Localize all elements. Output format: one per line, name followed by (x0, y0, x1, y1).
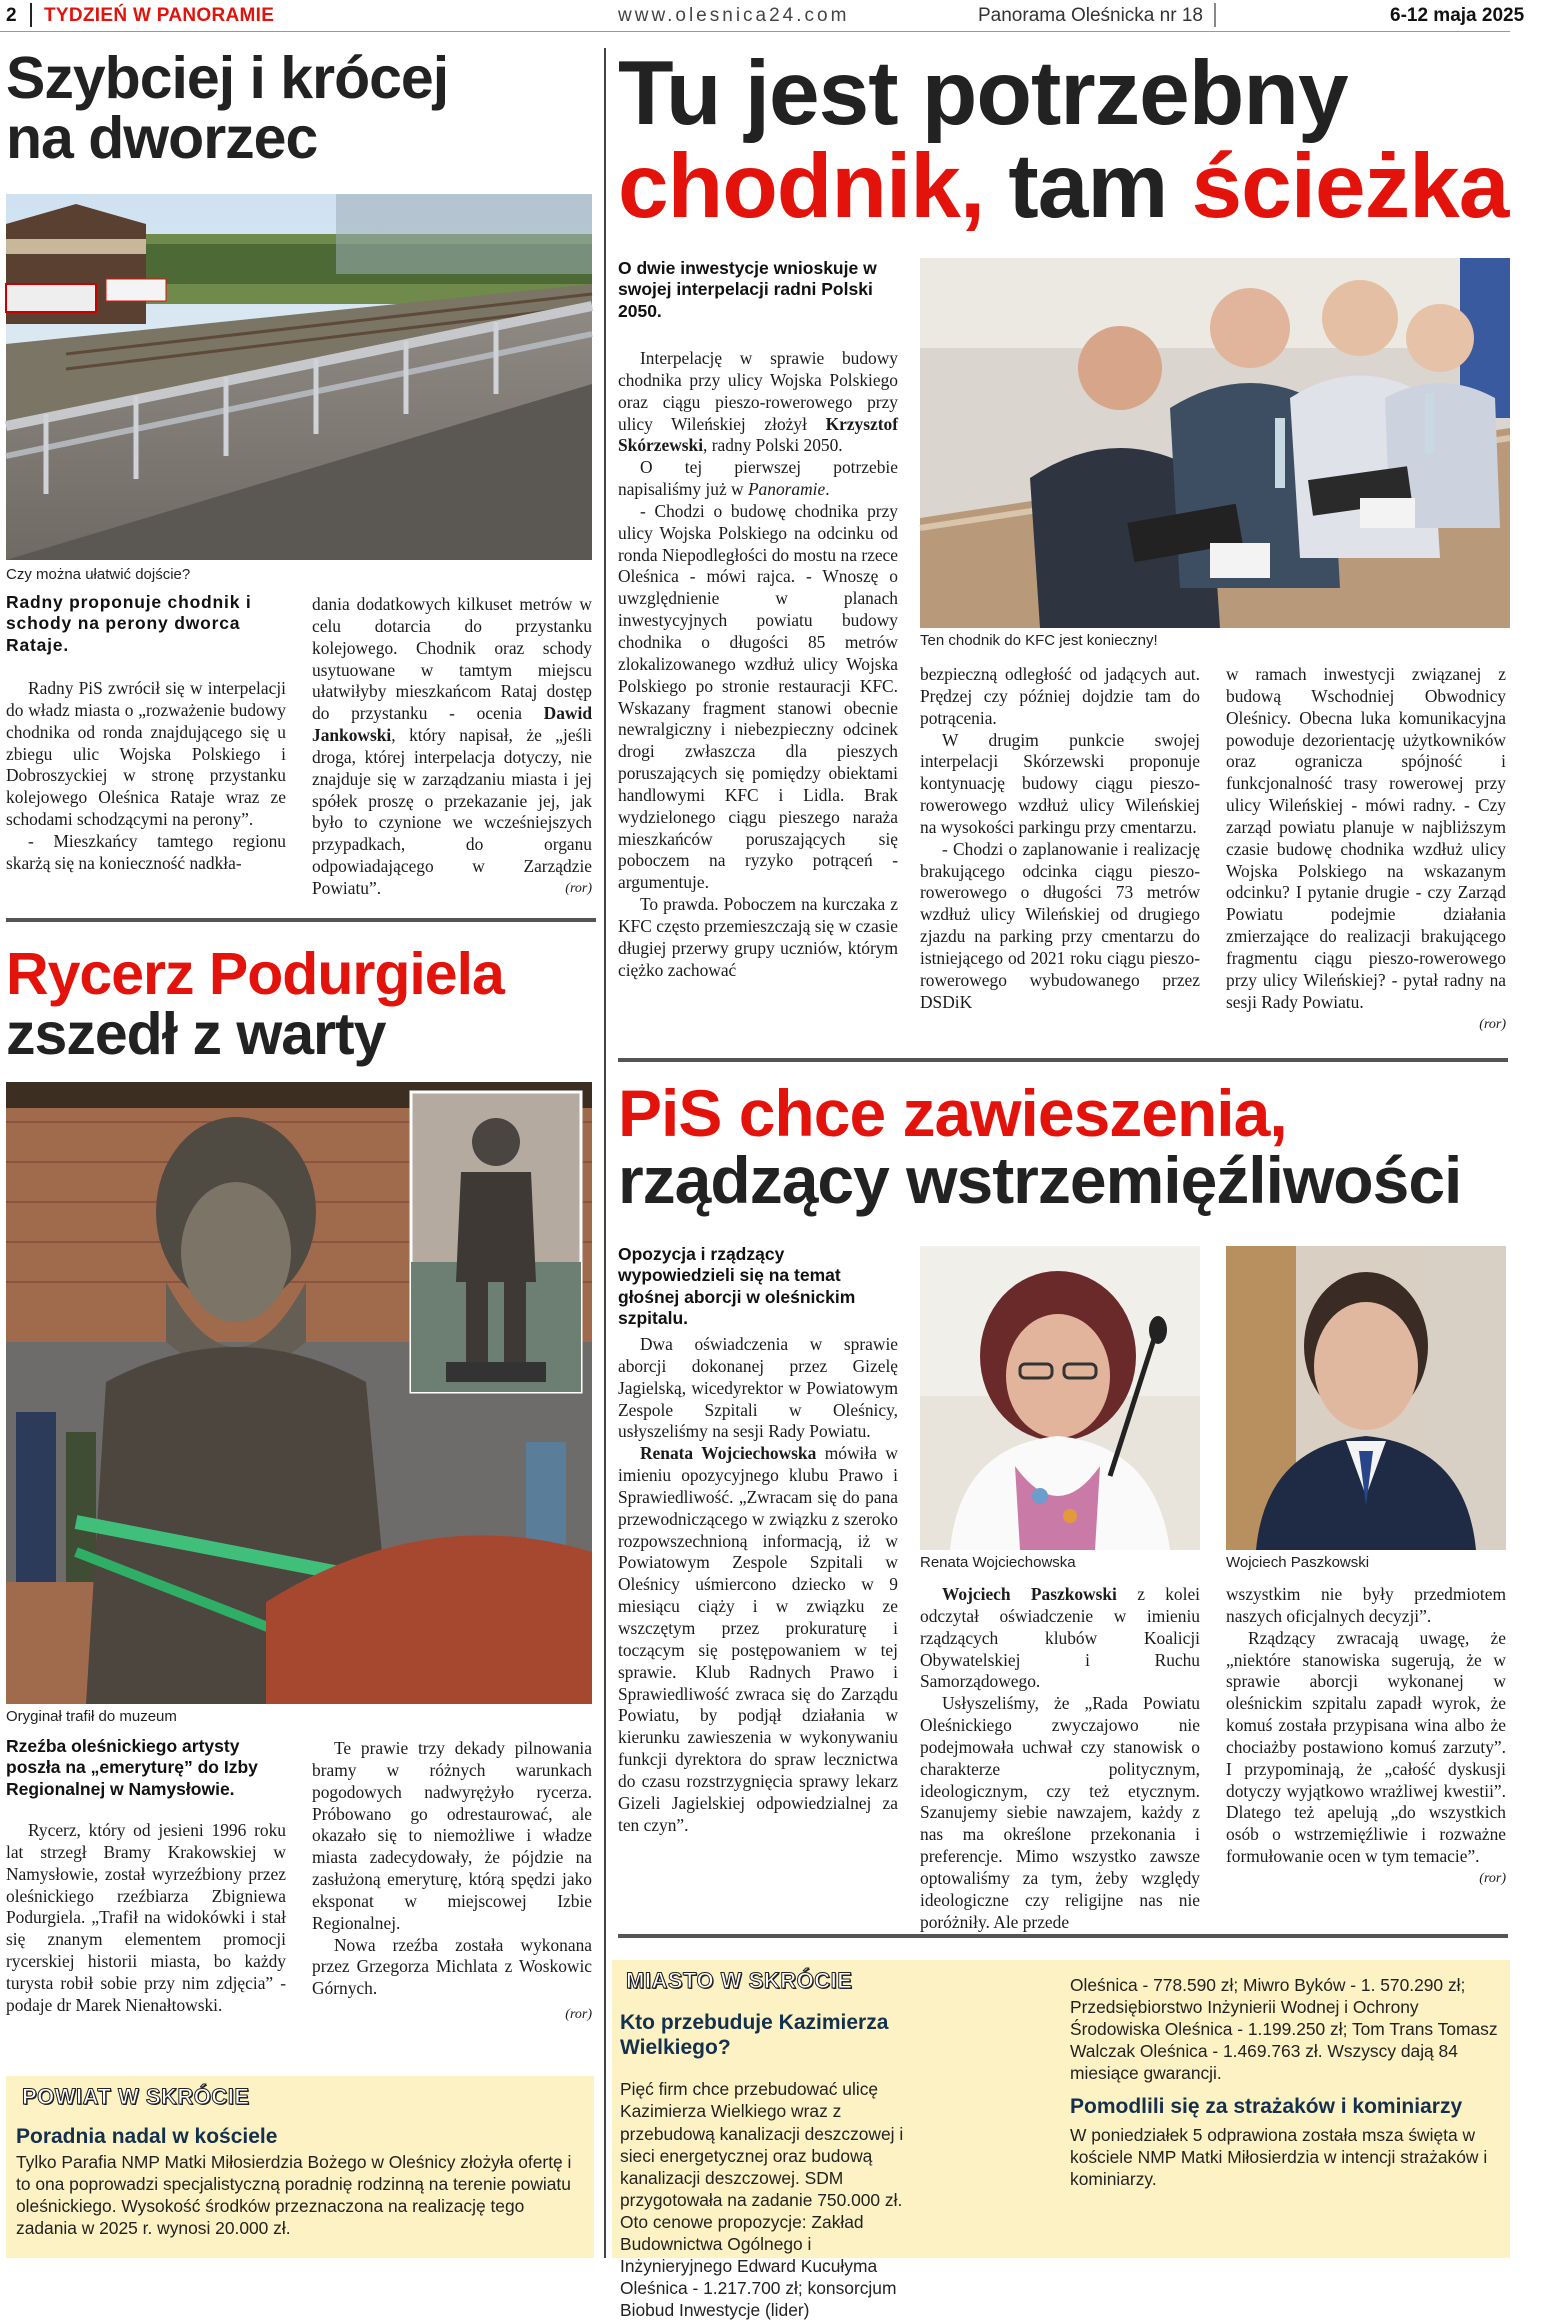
paragraph: Renata Wojciechowska mówiła w imieniu opozycyjnego klubu Prawo i Sprawiedliwość. „Zwracam się do pana przewodniczącego w związku z szeroko rozpowszechnioną informacją, iż w Powiatowym Zespole Szpitali w Oleśnicy uśmiercono dziecko w 9 miesiącu ciąży i w związku ze wszczętym przez prokuraturę i toczącym się postępowaniem w tej sprawie. Klub Radnych Prawo i Sprawiedliwość zwraca się do Zarządu Powiatu, by podjął działania w kierunku zawieszenia w wykonywaniu funkcji dyrektora do spraw lecznictwa do czasu rozstrzygnięcia sprawy lekarz Gizeli Jagielskiej odpowiedzialnej za ten czyn”. (618, 1443, 898, 1835)
article-pis-col1 (618, 1334, 898, 1836)
article-pis-col3 (1226, 1584, 1506, 1888)
author-signature: (ror) (565, 880, 592, 896)
paragraph: W drugim punkcie swojej interpelacji Skórzewski proponuje kontynuację budowy ciągu pieszo-rowerowego wzdłuż ulicy Wileńskiej na wysokości parkingu przy cmentarzu. (920, 729, 1200, 837)
section-rule (6, 918, 596, 922)
paragraph: - Chodzi o zaplanowanie i realizację brakującego odcinka ciągu pieszo-rowerowego o długości 73 metrów wzdłuż ulicy Wileńskiej od drugiego zjazdu na parking przy cmentarzu do istniejącego od 2021 roku ciągu pieszo-rowerowego wybudowanego przez DSDiK (920, 838, 1200, 1012)
box-heading: Kto przebuduje Kazimierza Wielkiego? (620, 2011, 889, 2060)
box-miasto-w-skrocie (612, 1960, 1510, 2321)
box-text: W poniedziałek 5 odprawiona została msza święta w kościele NMP Matki Miłosierdzia w intencji strażaków i kominiarzy. (1070, 2124, 1488, 2189)
photo-caption: Renata Wojciechowska (920, 1554, 1076, 1571)
council-session-photo (920, 258, 1510, 628)
box-powiat-w-skrocie (6, 2076, 594, 2258)
paragraph: - Chodzi o budowę chodnika przy ulicy Wojska Polskiego na odcinku od ronda Niepodległości do mostu na rzece Oleśnica - mówi rajca. - Wnoszę o uwzględnienie w planach inwestycyjnych powiatu budowy chodnika o długości 85 metrów zlokalizowanego wzdłuż ulicy Wojska Polskiego po stronie restauracji KFC. Wskazany fragment stanowi obecnie newralgiczny i niebezpieczny odcinek drogi zwłaszcza dla pieszych poruszających się pomiędzy obiektami handlowymi KFC i Lidla. Brak wydzielonego ciągu pieszego naraża mieszkańców poruszających się poboczem na ryzyko potrąceń - argumentuje. (618, 500, 898, 893)
paragraph: - Mieszkańcy tamtego regionu skarżą się na konieczność nadkła- (6, 830, 286, 873)
article-dworzec-col2 (312, 594, 592, 897)
article-dworzec-col1 (6, 592, 286, 875)
photo-caption: Ten chodnik do KFC jest konieczny! (920, 632, 1158, 649)
article-lead: Rzeźba oleśnickiego artysty poszła na „emeryturę” do Izby Regionalnej w Namysłowie. (6, 1736, 258, 1799)
paragraph: w ramach inwestycji związanej z budową Wschodniej Obwodnicy Oleśnicy. Obecna luka komunikacyjna powoduje dezorientację użytkowników oraz ogranicza spójność i funkcjonalność trasy rowerowej przy ulicy Wileńskiej - mówi radny. - Czy zarząd powiatu planuje w najbliższym czasie budowę chodnika wzdłuż ulicy Wojska Polskiego na wskazanym odcinku? I pytanie drugie - czy Zarząd Powiatu podejmie działania zmierzające do realizacji brakującego fragmentu ciągu pieszo-rowerowego przy ulicy Wileńskiej? - pytał radny na sesji Rady Powiatu. (1226, 664, 1506, 1012)
author-signature: (ror) (1479, 1016, 1506, 1032)
article-lead: Opozycja i rządzący wypowiedzieli się na temat głośnej aborcji w oleśnickim szpitalu. (618, 1244, 856, 1329)
railway-bridge-photo (6, 194, 592, 560)
photo-caption: Czy można ułatwić dojście? (6, 566, 191, 583)
author-signature: (ror) (1479, 1870, 1506, 1886)
knight-sculpture-photo (6, 1082, 592, 1704)
issue-date: 6-12 maja 2025 (1390, 5, 1525, 26)
section-label: TYDZIEŃ W PANORAMIE (44, 5, 275, 26)
paragraph: Wojciech Paszkowski z kolei odczytał oświadczenie w imieniu rządzących klubów Koalicji Obywatelskiej i Ruchu Samorządowego. (920, 1584, 1200, 1692)
paragraph: bezpieczną odległość od jadących aut. Prędzej czy później dojdzie tam do potrącenia. (920, 664, 1200, 728)
paragraph: O tej pierwszej potrzebie napisaliśmy już w Panoramie. (618, 457, 898, 500)
page-header (0, 0, 1558, 32)
photo-caption: Oryginał trafił do muzeum (6, 1708, 177, 1725)
portrait-photo-wojciechowska (920, 1246, 1200, 1550)
box-text: Oleśnica - 778.590 zł; Miwro Byków - 1. 570.290 zł; Przedsiębiorstwo Inżynierii Wodnej i Ochrony Środowiska Oleśnica - 1.199.250 zł; Tom Trans Tomasz Walczak Oleśnica - 1.469.763 zł. Wszyscy dają 84 miesiące gwarancji. (1070, 1975, 1498, 2084)
box-text: Pięć firm chce przebudować ulicę Kazimierza Wielkiego wraz z przebudową kanalizacji deszczowej i sieci energetycznej oraz budową kanalizacji deszczowej. SDM przygotowała na zadanie 750.000 zł. Oto cenowe propozycje: Zakład Budownictwa Ogólnego i Inżynieryjnego Edward Kucułyma Oleśnica - 1.217.700 zł; konsorcjum Biobud Inwestycje (lider) (620, 2079, 904, 2321)
article-chodnik-headline: Tu jest potrzebny chodnik, tam ścieżka (618, 43, 1509, 237)
paragraph: Te prawie trzy dekady pilnowania bramy w różnych warunkach pogodowych nadwyrężyło rycerza. Próbowano go odrestaurować, ale okazało się to niemożliwe i władze miasta zadecydowały, że pójdzie na zasłużoną emeryturę, którą spędzi jako eksponat w miejscowej Izbie Regionalnej. (312, 1738, 592, 1933)
article-rycerz-headline: Rycerz Podurgiela zszedł z warty (6, 941, 504, 1068)
header-divider (30, 3, 32, 27)
photo-caption: Wojciech Paszkowski (1226, 1554, 1370, 1571)
box-text: Tylko Parafia NMP Matki Miłosierdzia Bożego w Oleśnicy złożyła ofertę i to ona poprowadzi specjalistyczną poradnię rodzinną na terenie powiatu oleśnickiego. Wysokość środków przeznaczona na realizację tego zadania w 2025 r. wynosi 20.000 zł. (16, 2152, 572, 2239)
article-lead: Radny proponuje chodnik i schody na perony dworca Rataje. (6, 592, 252, 655)
article-dworzec-headline: Szybciej i krócej na dworzec (6, 45, 449, 172)
article-lead: O dwie inwestycje wnioskuje w swojej interpelacji radni Polski 2050. (618, 258, 877, 321)
paragraph: Usłyszeliśmy, że „Rada Powiatu Oleśnickiego zwyczajowo nie podejmowała uchwał czy stanowisk o charakterze politycznym, ideologicznym, czy też etycznym. Szanujemy siebie nawzajem, każdy z nas ma określone przekonania i preferencje. Mimo wszystko zawsze optowaliśmy za tym, żeby względy ideologiczne czy religijne nas nie poróżniły. Ale przede (920, 1693, 1200, 1932)
header-rule (0, 31, 1510, 32)
paragraph: Rycerz, który od jesieni 1996 roku lat strzegł Bramy Krakowskiej w Namysłowie, został wyrzeźbiony przez oleśnickiego rzeźbiarza Zbigniewa Podurgiela. „Trafił na widokówki i stał się znanym elementem promocji rycerskiej historii miasta, bo każdy turysta robił sobie przy nim zdjęcia” - podaje dr Marek Nienałtowski. (6, 1820, 286, 2015)
article-chodnik-col1 (618, 348, 898, 981)
page-number: 2 (6, 5, 17, 26)
section-rule (618, 1934, 1508, 1938)
website: www.olesnica24.com (618, 5, 850, 26)
box-label: MIASTO W SKRÓCIE (626, 1968, 853, 1993)
author-signature: (ror) (565, 2007, 592, 2023)
article-pis-col2 (920, 1584, 1200, 1934)
portrait-photo-paszkowski (1226, 1246, 1506, 1550)
paragraph: Dwa oświadczenia w sprawie aborcji dokonanej przez Gizelę Jagielską, wicedyrektor w Powiatowym Zespole Szpitali w Oleśnicy, usłyszeliśmy na sesji Rady Powiatu. (618, 1334, 898, 1442)
box-heading: Poradnia nadal w kościele (16, 2125, 278, 2148)
paragraph: Nowa rzeźba została wykonana przez Grzegorza Michlata z Woskowic Górnych. (312, 1934, 592, 1999)
paragraph: Rządzący zwracają uwagę, że „niektóre stanowiska sugerują, że w sprawie aborcji wykonanej w oleśnickim szpitalu zapadł wyrok, że komuś została przypisana wina albo że chociażby postawiono komuś zarzuty”. I przypominają, że „całość dyskusji dotyczy wyjątkowo wrażliwej kwestii”. Dlatego też apelują „do wszystkich osób o wstrzemięźliwie i rozważne formułowanie ocen w tym temacie”. (1226, 1627, 1506, 1867)
header-divider (1214, 3, 1216, 27)
column-divider (604, 48, 606, 2258)
issue-label: Panorama Oleśnicka nr 18 (978, 5, 1203, 26)
paragraph: wszystkim nie były przedmiotem naszych oficjalnych decyzji”. (1226, 1584, 1506, 1626)
box-label: POWIAT W SKRÓCIE (22, 2084, 250, 2109)
article-rycerz-col1 (6, 1736, 286, 2017)
paragraph: Radny PiS zwrócił się w interpelacji do władz miasta o „rozważenie budowy chodnika od ronda znajdującego się u zbiegu ulic Wojska Polskiego i Dobroszyckiej w stronę przystanku kolejowego Oleśnica Rataje wraz ze schodami schodzącymi na perony”. (6, 678, 286, 830)
box-heading: Pomodlili się za strażaków i kominiarzy (1070, 2095, 1463, 2119)
paragraph: Interpelację w sprawie budowy chodnika przy ulicy Wojska Polskiego oraz ciągu pieszo-rowerowego przy ulicy Wileńskiej złożył Krzysztof Skórzewski, radny Polski 2050. (618, 348, 898, 456)
paragraph: dania dodatkowych kilkuset metrów w celu dotarcia do przystanku kolejowego. Chodnik oraz schody usytuowane w tamtym miejscu ułatwiłyby mieszkańcom Rataj dostęp do przystanku - ocenia Dawid Jankowski, który napisał, że „jeśli droga, której interpelacja dotyczy, nie znajduje się w zarządzaniu miasta i jej spółek proszę o przekazanie jej, jak było to czynione we wcześniejszych przypadkach, do organu odpowiadającego w Zarządzie Powiatu”. (312, 594, 592, 898)
article-chodnik-col2 (920, 664, 1200, 1014)
article-pis-headline: PiS chce zawieszenia, rządzący wstrzemięźliwości (618, 1076, 1462, 1218)
article-chodnik-col3 (1226, 664, 1506, 1033)
section-rule (618, 1058, 1508, 1062)
article-rycerz-col2 (312, 1738, 592, 2024)
paragraph: To prawda. Poboczem na kurczaka z KFC często przemieszczają się w czasie długiej przerwy grupy uczniów, którym ciężko zachować (618, 894, 898, 980)
